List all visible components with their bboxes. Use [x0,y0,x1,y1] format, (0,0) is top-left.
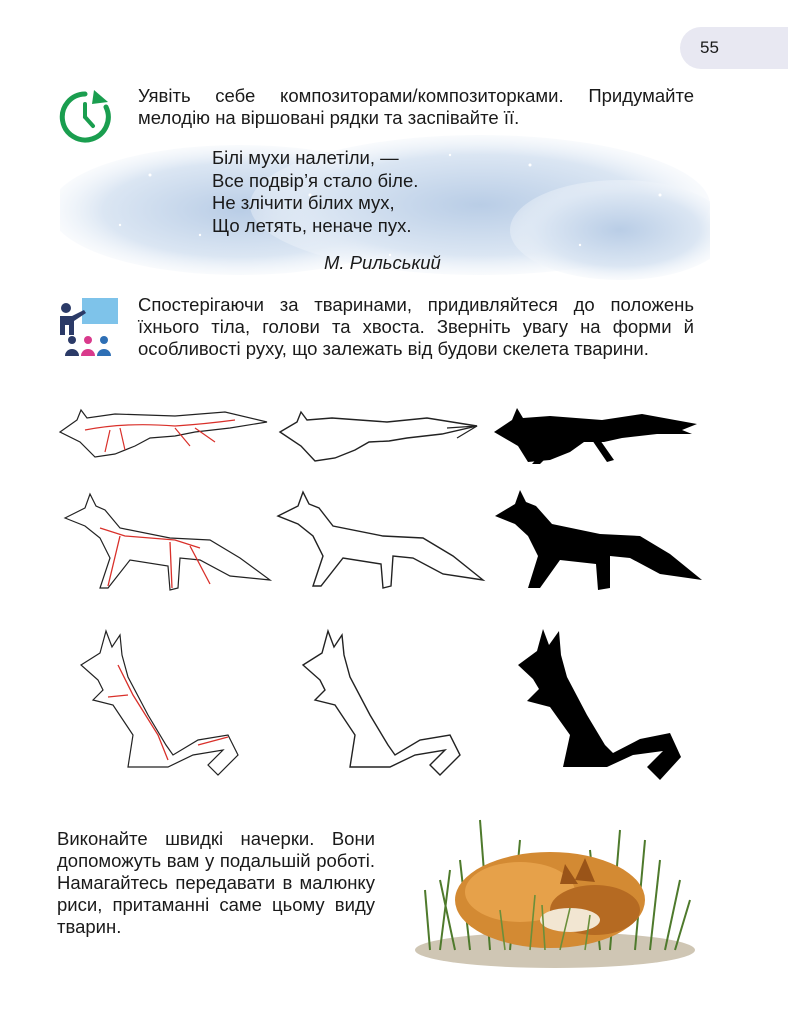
task-composer-text: Уявіть себе композиторами/композиторками. Придумайте мелодію на віршовані рядки та заспівайте її. [138,85,694,128]
sleeping-fox-illustration [410,800,700,970]
fox-sitting-construction-sketch [78,625,243,780]
fox-walking-silhouette [492,488,707,593]
poem-line: Все подвір’я стало біле. [212,169,419,191]
poem-line: Не злічити білих мух, [212,192,395,213]
fox-running-silhouette [492,406,700,466]
page-number: 55 [680,27,788,69]
task-observe-text: Спостерігаючи за тваринами, придивляйтеся до положень їхнього тіла, голови та хвоста. Зверніть увагу на форми й особливості руху, що залежать від будови скелета тварини. [138,294,694,359]
task-sketch-text: Виконайте швидкі начерки. Вони допоможуть вам у подальшій роботі. Намагайтесь передавати в малюнку риси, притаманні саме цьому виду тварин. [57,828,375,937]
fox-walking-construction-sketch [60,488,275,593]
poem-author: М. Рильський [324,252,441,273]
fox-walking-outline-sketch [275,488,490,593]
fox-sitting-silhouette [515,625,685,783]
fox-running-outline-sketch [277,408,482,466]
poem-line: Що летять, неначе пух. [212,214,412,236]
poem-line: Білі мухи налетіли, — [212,147,399,168]
teacher-presentation-icon [56,296,120,358]
fox-sitting-outline-sketch [300,625,465,780]
poem [212,147,418,237]
fox-running-construction-sketch [55,402,270,464]
